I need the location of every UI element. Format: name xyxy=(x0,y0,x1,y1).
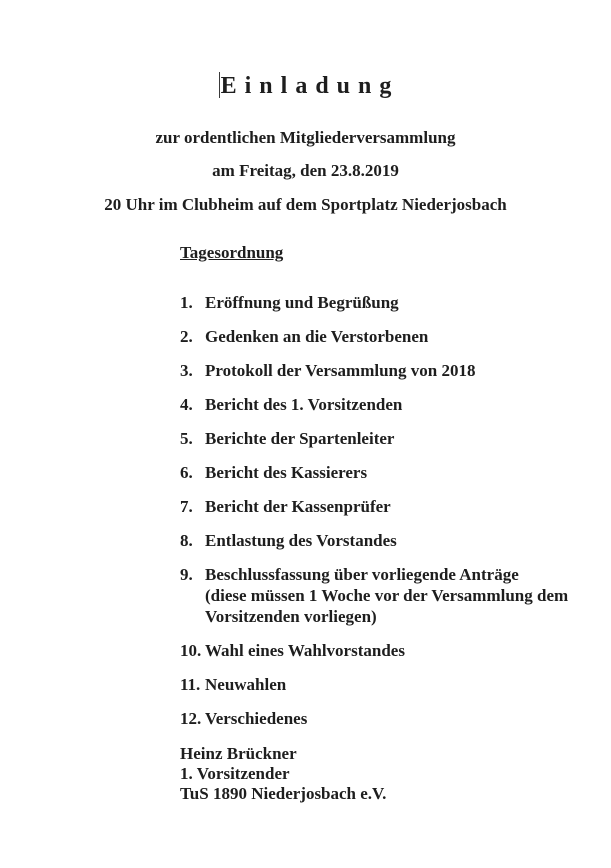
agenda-item xyxy=(180,496,591,517)
agenda-item-number: 7. xyxy=(180,497,193,516)
agenda-item-text: Neuwahlen xyxy=(205,675,287,694)
agenda-item-number: 10. xyxy=(180,641,202,660)
agenda-item-text: Bericht der Kassenprüfer xyxy=(205,497,391,516)
agenda-item-number: 3. xyxy=(180,361,193,380)
signature-club: TuS 1890 Niederjosbach e.V. xyxy=(180,784,387,803)
agenda-item-text: Eröffnung und Begrüßung xyxy=(205,293,399,312)
agenda-item xyxy=(180,394,591,415)
agenda-item xyxy=(180,326,591,347)
agenda-item-continuation: (diese müssen 1 Woche vor der Versammlung dem xyxy=(205,586,569,605)
intro-line-date: am Freitag, den 23.8.2019 xyxy=(212,161,399,180)
agenda-item xyxy=(180,674,591,695)
agenda-item xyxy=(180,428,591,449)
agenda-item-text: Wahl eines Wahlvorstandes xyxy=(205,641,405,660)
text-cursor-caret xyxy=(219,72,220,98)
agenda-item-text: Bericht des Kassierers xyxy=(205,463,368,482)
page-title xyxy=(0,72,611,99)
agenda-item-number: 1. xyxy=(180,293,193,312)
agenda-item-text: Berichte der Spartenleiter xyxy=(205,429,395,448)
agenda-item xyxy=(180,708,591,729)
signature-block xyxy=(180,744,386,804)
page-title-text: E i n l a d u n g xyxy=(220,73,393,99)
agenda-item-text-main: Beschlussfassung über vorliegende Anträge xyxy=(205,565,519,584)
agenda-list xyxy=(180,292,591,742)
agenda-item-text: Gedenken an die Verstorbenen xyxy=(205,327,429,346)
agenda-item-number: 11. xyxy=(180,675,201,694)
agenda-item-number: 4. xyxy=(180,395,193,414)
agenda-item-text xyxy=(205,564,591,627)
signature-role: 1. Vorsitzender xyxy=(180,764,290,783)
agenda-item-text: Protokoll der Versammlung von 2018 xyxy=(205,361,476,380)
agenda-item xyxy=(180,530,591,551)
agenda-item-number: 5. xyxy=(180,429,193,448)
agenda-item-continuation: Vorsitzenden vorliegen) xyxy=(205,607,377,626)
agenda-item-number: 6. xyxy=(180,463,193,482)
agenda-item xyxy=(180,564,591,627)
agenda-item-text: Bericht des 1. Vorsitzenden xyxy=(205,395,403,414)
intro-line-occasion: zur ordentlichen Mitgliederversammlung xyxy=(155,128,456,147)
intro-line-location: 20 Uhr im Clubheim auf dem Sportplatz Niederjosbach xyxy=(104,195,507,214)
agenda-item xyxy=(180,292,591,313)
agenda-item-text: Verschiedenes xyxy=(205,709,308,728)
signature-name: Heinz Brückner xyxy=(180,744,297,763)
agenda-heading: Tagesordnung xyxy=(180,243,284,262)
agenda-item-number: 8. xyxy=(180,531,193,550)
agenda-item-number: 2. xyxy=(180,327,193,346)
agenda-item xyxy=(180,640,591,661)
agenda-item-text: Entlastung des Vorstandes xyxy=(205,531,397,550)
agenda-item-number: 9. xyxy=(180,565,193,584)
agenda-item xyxy=(180,462,591,483)
agenda-item xyxy=(180,360,591,381)
agenda-item-number: 12. xyxy=(180,709,202,728)
